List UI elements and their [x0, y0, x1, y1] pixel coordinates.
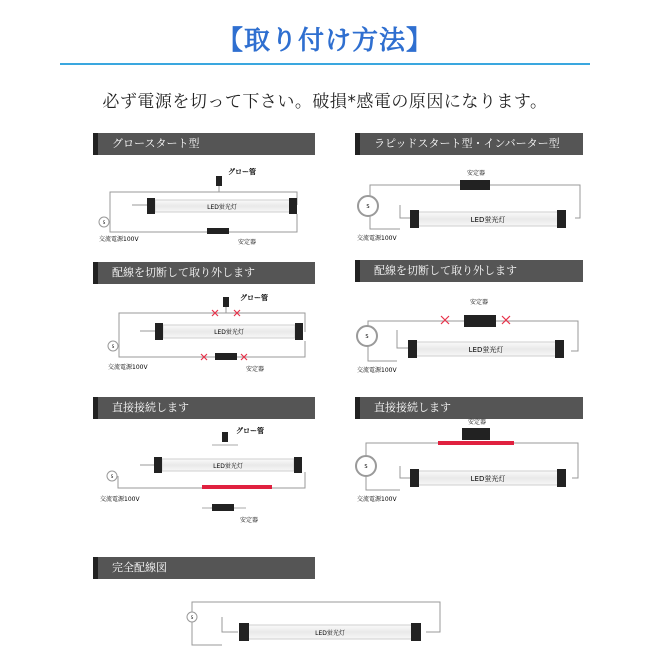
glow-tube-icon: [216, 176, 222, 186]
tube-end-cap-left: [147, 198, 155, 214]
section-header-direct-left: 直接接続します: [93, 397, 315, 419]
ac-power-label: 交流電源100V: [357, 367, 397, 374]
power-source-glyph: S: [102, 220, 106, 225]
power-source-glyph: S: [366, 204, 370, 210]
section-header-direct-right: 直接接続します: [355, 397, 583, 419]
tube-end-cap-left: [154, 457, 162, 473]
wire: [222, 617, 238, 632]
tube-end-cap-left: [410, 210, 419, 228]
ballast-icon: [207, 228, 229, 234]
wire: [366, 443, 438, 456]
ac-power-label: 交流電源100V: [99, 236, 139, 243]
tube-end-cap-left: [239, 623, 249, 641]
wire: [368, 321, 464, 326]
wire: [400, 466, 410, 478]
ballast-label: 安定器: [470, 299, 489, 306]
ballast-label: 安定器: [468, 419, 487, 426]
ac-power-label: 交流電源100V: [357, 235, 397, 242]
tube-end-cap-left: [410, 469, 419, 487]
wire: [366, 475, 400, 490]
ballast-label: 安定器: [238, 239, 257, 246]
tube-end-cap-right: [555, 340, 564, 358]
ballast-icon: [215, 353, 237, 360]
cut-x-icon: [502, 316, 510, 324]
tube-end-cap-right: [289, 198, 297, 214]
glow-tube-label: グロー管: [228, 168, 256, 176]
ballast-icon: [464, 315, 496, 327]
led-label: LED蛍光灯: [470, 475, 506, 483]
tube-end-cap-right: [557, 469, 566, 487]
diagram-direct-right: [356, 418, 578, 503]
section-header-cut-right: 配線を切断して取り外します: [355, 260, 583, 282]
ac-power-label: 交流電源100V: [108, 364, 148, 371]
led-label: LED蛍光灯: [468, 346, 504, 354]
page-title: 【取り付け方法】: [216, 26, 433, 56]
glow-tube-icon: [222, 432, 228, 442]
ac-power-label: 交流電源100V: [357, 496, 397, 503]
tube-end-cap-right: [557, 210, 566, 228]
diagram-complete: [187, 602, 440, 645]
led-label: LED蛍光灯: [470, 216, 506, 224]
ballast-icon: [212, 504, 234, 511]
ballast-label: 安定器: [240, 517, 259, 524]
warning-text: 必ず電源を切って下さい。破損*感電の原因になります。: [102, 92, 548, 112]
ballast-icon: [462, 428, 490, 440]
diagram-rapid-start: [357, 169, 580, 242]
tube-end-cap-right: [411, 623, 421, 641]
tube-end-cap-right: [294, 457, 302, 473]
direct-connection-wire: [438, 441, 514, 445]
power-source-glyph: S: [364, 464, 368, 470]
wire: [400, 205, 410, 218]
direct-connection-wire: [202, 485, 272, 489]
section-header-rapid-start: ラピッドスタート型・インバーター型: [355, 133, 583, 155]
power-source-glyph: S: [110, 474, 114, 479]
tube-end-cap-left: [408, 340, 417, 358]
tube-end-cap-left: [155, 323, 163, 340]
wire: [119, 341, 305, 357]
tube-end-cap-right: [295, 323, 303, 340]
glow-tube-label: グロー管: [240, 294, 268, 302]
section-header-complete: 完全配線図: [93, 557, 315, 579]
glow-tube-icon: [223, 297, 229, 307]
ballast-icon: [460, 180, 490, 190]
ballast-label: 安定器: [467, 170, 486, 177]
diagram-cut-right: [357, 298, 578, 374]
ac-power-label: 交流電源100V: [100, 496, 140, 503]
led-label: LED蛍光灯: [315, 630, 345, 637]
wire: [368, 346, 397, 361]
cut-x-icon: [441, 316, 449, 324]
power-source-glyph: S: [365, 334, 369, 340]
diagram-cut-left: [108, 293, 305, 373]
section-header-cut-left: 配線を切断して取り外します: [93, 262, 315, 284]
power-source-glyph: S: [190, 615, 194, 620]
wire: [370, 215, 400, 229]
wire: [192, 622, 222, 645]
wire: [370, 185, 460, 196]
diagram-glow-start: [99, 167, 297, 246]
led-label: LED蛍光灯: [213, 463, 243, 470]
glow-tube-label: グロー管: [236, 427, 264, 435]
power-source-glyph: S: [111, 344, 115, 349]
led-label: LED蛍光灯: [214, 329, 244, 336]
ballast-label: 安定器: [246, 366, 265, 373]
wire: [110, 214, 297, 232]
diagram-direct-left: [100, 426, 305, 524]
section-header-glow-start: グロースタート型: [93, 133, 315, 155]
led-label: LED蛍光灯: [207, 204, 237, 211]
wire: [397, 330, 408, 348]
